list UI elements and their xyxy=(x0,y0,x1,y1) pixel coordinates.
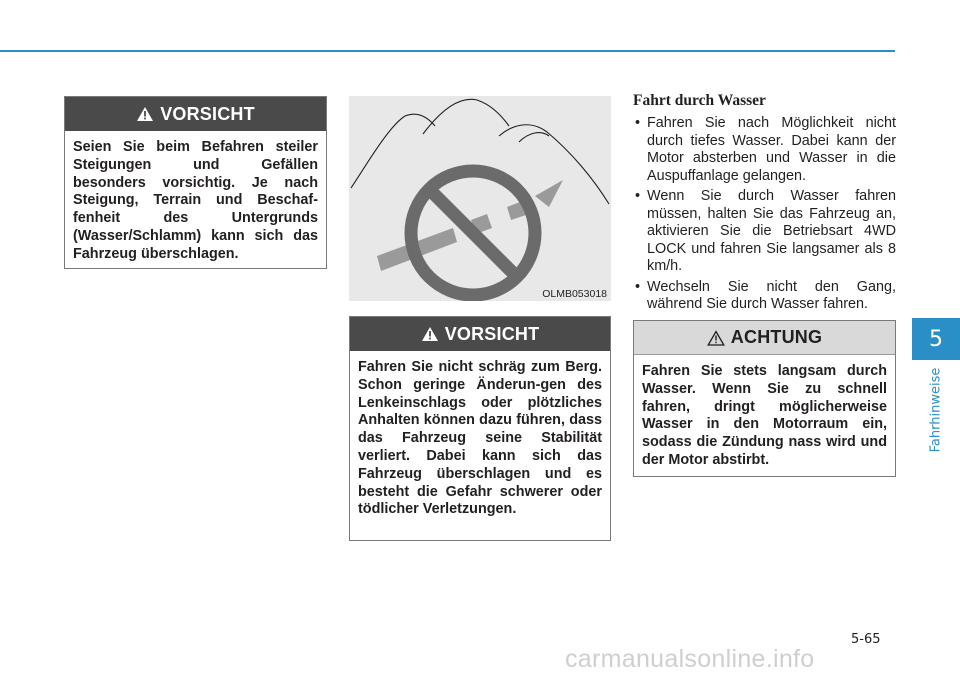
prohibition-sign-icon xyxy=(411,171,535,295)
caution-header xyxy=(634,321,895,355)
warning-triangle-icon xyxy=(421,326,439,342)
watermark: carmanualsonline.info xyxy=(565,645,815,673)
caution-box-right xyxy=(633,320,896,477)
list-item: • Fahren Sie nach Möglichkeit nicht durch tiefes Wasser. Dabei kann der Motor absterben und Wasser in die Auspuffanlage gelangen. xyxy=(633,115,896,185)
warning-triangle-icon xyxy=(136,106,154,122)
page-number: 5-65 xyxy=(851,632,881,647)
warning-title: VORSICHT xyxy=(444,323,540,344)
warning-header xyxy=(350,317,610,351)
chapter-number-tab[interactable]: 5 xyxy=(912,318,960,360)
header-rule xyxy=(0,50,895,52)
warning-title: VORSICHT xyxy=(160,103,255,124)
bullet-list xyxy=(633,115,896,314)
water-driving-section xyxy=(633,92,896,317)
list-item: • Wechseln Sie nicht den Gang, während Sie durch Wasser fahren. xyxy=(633,279,896,314)
warning-text: Fahren Sie nicht schräg zum Berg. Schon geringe Änderun-gen des Lenkeinschlags oder plötzliches Anhalten können dazu führen, dass das Fahrzeug seine Stabilität verliert. Dabei kann sich das Fahrzeug überschlagen und es besteht die Gefahr schwerer oder tödlicher Verletzungen. xyxy=(358,359,602,518)
figure-code: OLMB053018 xyxy=(542,288,607,300)
warning-box-left xyxy=(64,96,327,269)
warning-text: Seien Sie beim Befahren steiler Steigungen und Gefällen besonders vorsichtig. Je nach Steigung, Terrain und Beschaf-fenheit des Untergrunds (Wasser/Schlamm) kann sich das Fahrzeug überschlagen. xyxy=(73,139,318,262)
warning-box-middle xyxy=(349,316,611,541)
section-title: Fahrt durch Wasser xyxy=(633,92,766,109)
caution-text: Fahren Sie stets langsam durch Wasser. Wenn Sie zu schnell fahren, dringt möglicherweise Wasser in den Motorraum ein, sodass die Zündung nass wird und der Motor abstirbt. xyxy=(642,363,887,468)
caution-title: ACHTUNG xyxy=(730,327,823,347)
warning-triangle-outline-icon xyxy=(707,330,725,346)
warning-header xyxy=(65,97,326,131)
chapter-title: Fahrhinweise xyxy=(928,367,944,453)
hill-prohibition-illustration xyxy=(349,96,611,301)
hills-icon xyxy=(351,99,609,204)
list-item: • Wenn Sie durch Wasser fahren müssen, halten Sie das Fahrzeug an, aktivieren Sie die Betriebsart 4WD LOCK und fahren Sie langsamer als 8 km/h. xyxy=(633,188,896,276)
